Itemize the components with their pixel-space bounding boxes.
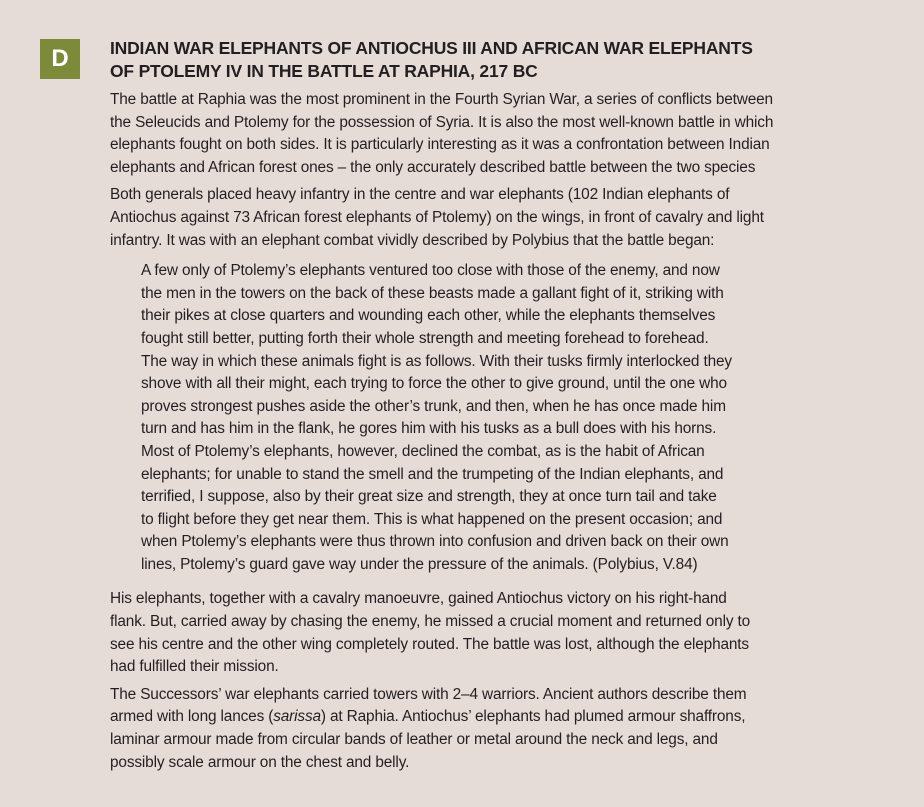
- quote-line: A few only of Ptolemy’s elephants ventured too close with those of the enemy, and now: [141, 262, 720, 280]
- text-line: elephants and African forest ones – the only accurately described battle between the two species: [110, 158, 756, 176]
- text-line: laminar armour made from circular bands of leather or metal around the neck and legs, and: [110, 731, 718, 749]
- quote-line: to flight before they get near them. This is what happened on the present occasion; and: [141, 510, 723, 528]
- paragraph-deployment: [110, 184, 862, 252]
- section-badge: D: [40, 39, 80, 79]
- title-line: INDIAN WAR ELEPHANTS OF ANTIOCHUS III AND AFRICAN WAR ELEPHANTS: [110, 38, 753, 58]
- paragraph-outcome: [110, 588, 862, 678]
- section-title: [110, 37, 870, 83]
- article-body: [110, 89, 862, 774]
- text-line: The battle at Raphia was the most prominent in the Fourth Syrian War, a series of conflicts between: [110, 91, 773, 108]
- text-line: [110, 706, 862, 729]
- text-line: elephants fought on both sides. It is particularly interesting as it was a confrontation between Indian: [110, 136, 770, 154]
- title-line: OF PTOLEMY IV IN THE BATTLE AT RAPHIA, 217 BC: [110, 61, 538, 81]
- text-line: had fulfilled their mission.: [110, 658, 279, 676]
- quote-line: Most of Ptolemy’s elephants, however, declined the combat, as is the habit of African: [141, 442, 705, 460]
- quote-line: when Ptolemy’s elephants were thus thrown into confusion and driven back on their own: [141, 533, 729, 551]
- quote-line: turn and has him in the flank, he gores him with his tusks as a bull does with his horns.: [141, 420, 717, 438]
- polybius-quote: [141, 260, 841, 576]
- quote-line: proves strongest pushes aside the other’s trunk, and then, when he has once made him: [141, 397, 726, 415]
- text-fragment: armed with long lances (: [110, 708, 274, 726]
- quote-line: the men in the towers on the back of these beasts made a gallant fight of it, striking with: [141, 284, 724, 302]
- text-line: possibly scale armour on the chest and belly.: [110, 753, 410, 771]
- text-line: Both generals placed heavy infantry in the centre and war elephants (102 Indian elephants of: [110, 186, 730, 204]
- text-line: The Successors’ war elephants carried towers with 2–4 warriors. Ancient authors describe them: [110, 685, 747, 703]
- text-line: the Seleucids and Ptolemy for the possession of Syria. It is also the most well-known battle in which: [110, 113, 774, 131]
- quote-line: fought still better, putting forth their whole strength and meeting forehead to forehead.: [141, 329, 709, 347]
- text-fragment: ) at Raphia. Antiochus’ elephants had plumed armour shaffrons,: [320, 708, 746, 726]
- text-line: see his centre and the other wing completely routed. The battle was lost, although the elephants: [110, 635, 749, 653]
- sarissa-term: sarissa: [273, 708, 321, 726]
- text-line: His elephants, together with a cavalry manoeuvre, gained Antiochus victory on his right-hand: [110, 590, 727, 608]
- text-line: Antiochus against 73 African forest elephants of Ptolemy) on the wings, in front of cavalry and light: [110, 208, 764, 226]
- quote-line: their pikes at close quarters and wounding each other, while the elephants themselves: [141, 307, 716, 325]
- quote-line: lines, Ptolemy’s guard gave way under the pressure of the animals. (Polybius, V.84): [141, 555, 698, 573]
- quote-line: terrified, I suppose, also by their great size and strength, they at once turn tail and take: [141, 488, 717, 506]
- quote-line: shove with all their might, each trying to force the other to give ground, until the one who: [141, 375, 727, 393]
- text-line: infantry. It was with an elephant combat vividly described by Polybius that the battle began:: [110, 231, 715, 249]
- quote-line: The way in which these animals fight is as follows. With their tusks firmly interlocked they: [141, 352, 732, 370]
- text-line: flank. But, carried away by chasing the enemy, he missed a crucial moment and returned only to: [110, 613, 751, 631]
- paragraph-intro: [110, 89, 862, 179]
- paragraph-armour: [110, 684, 862, 774]
- quote-line: elephants; for unable to stand the smell and the trumpeting of the Indian elephants, and: [141, 465, 724, 483]
